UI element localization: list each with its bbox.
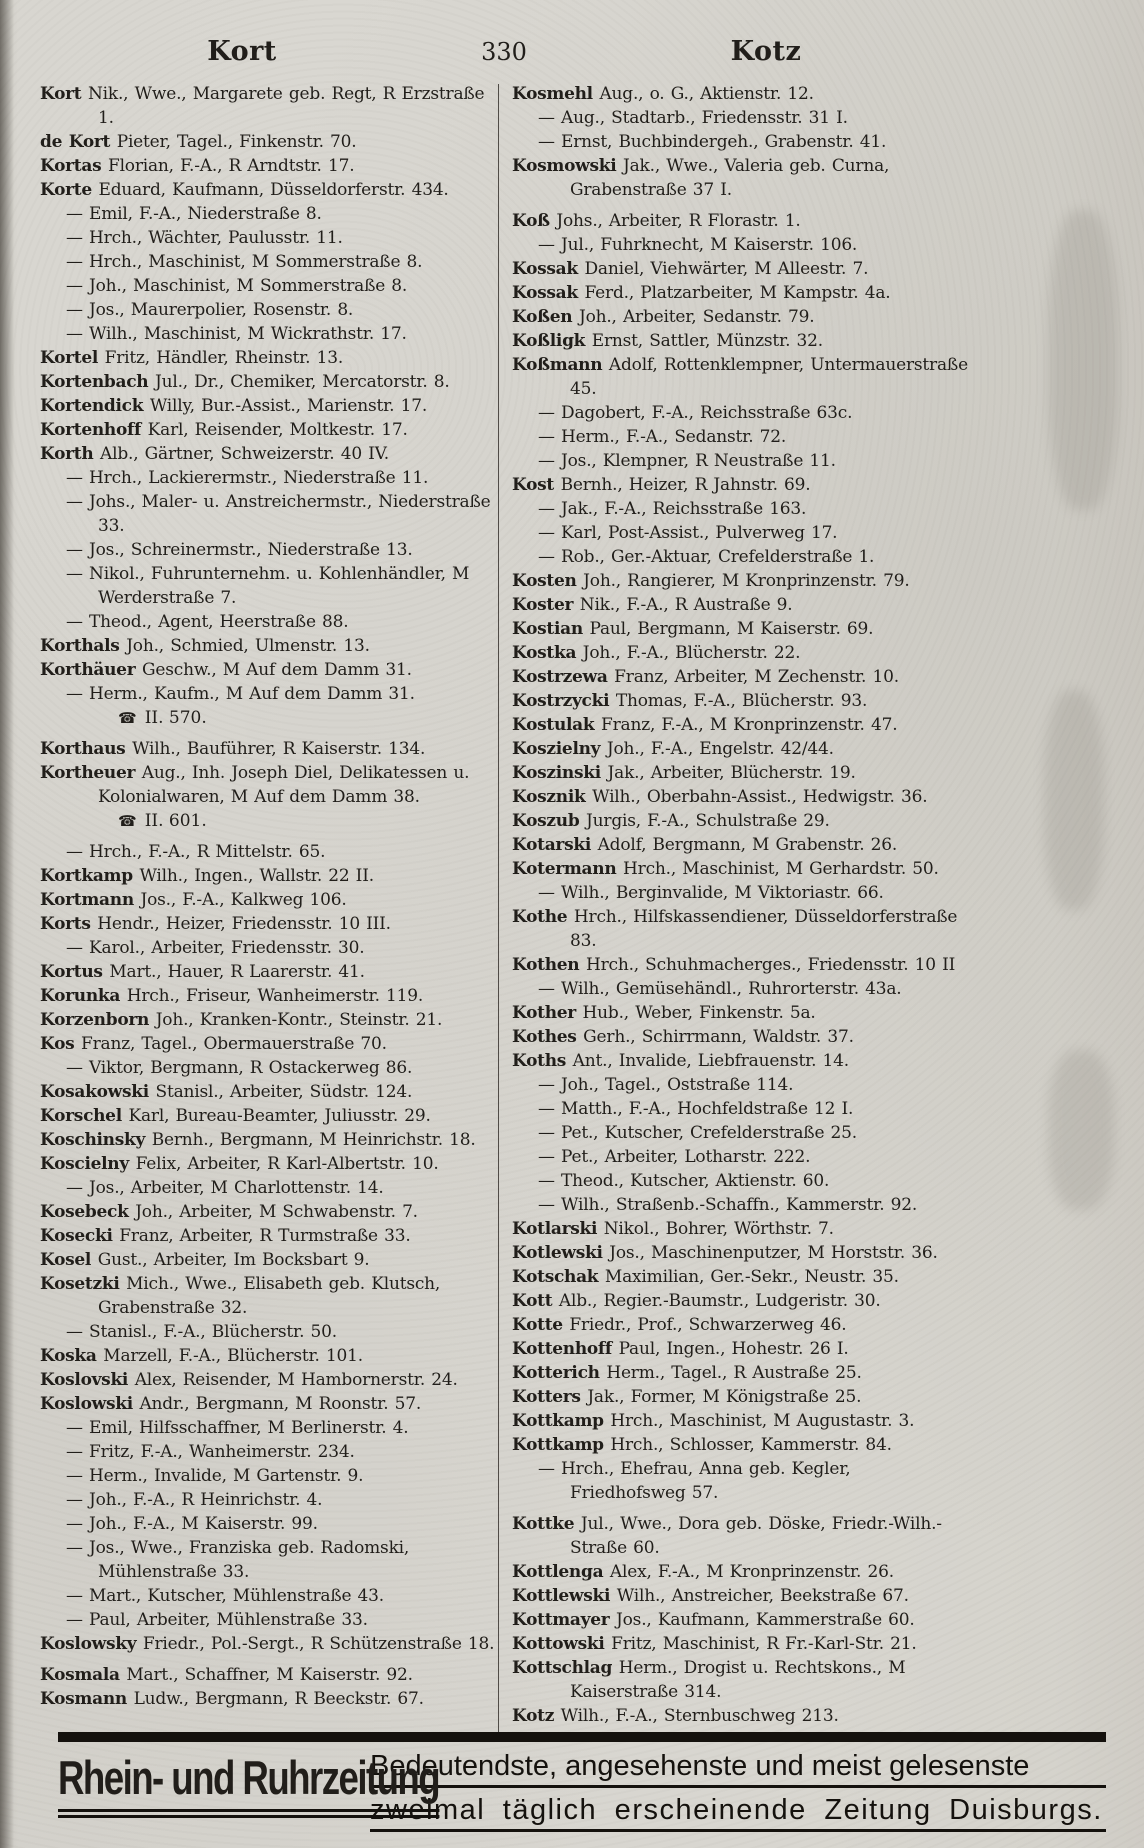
directory-entry: Kos Franz, Tagel., Obermauerstraße 70. xyxy=(40,1034,387,1054)
directory-entry: de Kort Pieter, Tagel., Finkenstr. 70. xyxy=(40,132,357,152)
entry-surname: Kottschlag xyxy=(512,1658,619,1678)
directory-entry: — Johs., Maler- u. Anstreichermstr., Niederstraße 33. xyxy=(66,492,491,536)
telephone-number-line: ☎ II. 570. xyxy=(118,708,207,728)
directory-entry: — Viktor, Bergmann, R Ostackerweg 86. xyxy=(66,1058,413,1078)
ad-slogan xyxy=(370,1750,1106,1838)
directory-entry: Kott Alb., Regier.-Baumstr., Ludgeristr. 30. xyxy=(512,1291,881,1311)
directory-entry: — Mart., Kutscher, Mühlenstraße 43. xyxy=(66,1586,384,1606)
directory-entry: Kosel Gust., Arbeiter, Im Bocksbart 9. xyxy=(40,1250,370,1270)
directory-entry: Kottke Jul., Wwe., Dora geb. Döske, Friedr.-Wilh.-Straße 60. xyxy=(512,1514,942,1558)
directory-entry: Kossak Ferd., Platzarbeiter, M Kampstr. 4a. xyxy=(512,283,891,303)
entry-surname: Kortel xyxy=(40,348,105,368)
directory-entry: Koßmann Adolf, Rottenklempner, Untermauerstraße 45. xyxy=(512,355,968,399)
directory-entry: — Theod., Kutscher, Aktienstr. 60. xyxy=(538,1171,830,1191)
directory-entry: Kostrzycki Thomas, F.-A., Blücherstr. 93. xyxy=(512,691,868,711)
directory-entry: Korts Hendr., Heizer, Friedensstr. 10 III. xyxy=(40,914,391,934)
directory-entry: Korschel Karl, Bureau-Beamter, Juliusstr. 29. xyxy=(40,1106,431,1126)
entry-surname: Kostka xyxy=(512,643,583,663)
directory-entry: Korthals Joh., Schmied, Ulmenstr. 13. xyxy=(40,636,370,656)
entry-surname: Kottkamp xyxy=(512,1435,611,1455)
directory-entry: Kotlewski Jos., Maschinenputzer, M Horststr. 36. xyxy=(512,1243,938,1263)
ad-slogan-line2: zweimal täglich erscheinende Zeitung Duisburgs. xyxy=(370,1794,1106,1832)
directory-entry: Korunka Hrch., Friseur, Wanheimerstr. 119. xyxy=(40,986,424,1006)
entry-surname: Koschinsky xyxy=(40,1130,152,1150)
directory-entry: — Wilh., Straßenb.-Schaffn., Kammerstr. 92. xyxy=(538,1195,918,1215)
directory-entry: Kothes Gerh., Schirrmann, Waldstr. 37. xyxy=(512,1027,854,1047)
directory-column-left xyxy=(40,82,496,1736)
directory-entry: — Joh., Maschinist, M Sommerstraße 8. xyxy=(66,276,408,296)
entry-surname: Kother xyxy=(512,1003,583,1023)
entry-surname: Kostrzycki xyxy=(512,691,616,711)
entry-surname: Kosmowski xyxy=(512,156,623,176)
directory-entry: Korthaus Wilh., Bauführer, R Kaiserstr. 134. xyxy=(40,739,426,759)
entry-surname: Koszinski xyxy=(512,763,608,783)
directory-entry: — Joh., F.-A., R Heinrichstr. 4. xyxy=(66,1490,323,1510)
directory-entry: Kothe Hrch., Hilfskassendiener, Düsseldorferstraße 83. xyxy=(512,907,958,951)
entry-surname: Korthals xyxy=(40,636,127,656)
directory-entry: Koszielny Joh., F.-A., Engelstr. 42/44. xyxy=(512,739,834,759)
entry-surname: Koslowsky xyxy=(40,1634,143,1654)
entry-surname: Korth xyxy=(40,444,101,464)
entry-surname: Kottenhoff xyxy=(512,1339,619,1359)
entry-surname: Kort xyxy=(40,84,88,104)
directory-entry: Koslovski Alex, Reisender, M Hambornerstr. 24. xyxy=(40,1370,458,1390)
directory-entry: Korth Alb., Gärtner, Schweizerstr. 40 IV. xyxy=(40,444,389,464)
directory-entry: — Joh., F.-A., M Kaiserstr. 99. xyxy=(66,1514,318,1534)
directory-entry: Kortheuer Aug., Inh. Joseph Diel, Delikatessen u. Kolonialwaren, M Auf dem Damm 38. xyxy=(40,763,470,807)
directory-entry: Kosetzki Mich., Wwe., Elisabeth geb. Klutsch, Grabenstraße 32. xyxy=(40,1274,441,1318)
directory-entry: — Hrch., F.-A., R Mittelstr. 65. xyxy=(66,842,326,862)
page-bleedthrough xyxy=(1044,690,1104,910)
directory-entry: — Jos., Schreinermstr., Niederstraße 13. xyxy=(66,540,413,560)
scan-edge-shadow xyxy=(0,0,14,1848)
directory-entry: Kottlewski Wilh., Anstreicher, Beekstraße 67. xyxy=(512,1586,909,1606)
entry-surname: Kostian xyxy=(512,619,590,639)
entry-surname: Kotz xyxy=(512,1706,561,1726)
page-bleedthrough xyxy=(1048,210,1118,510)
entry-surname: Korte xyxy=(40,180,99,200)
directory-entry: Kosmann Ludw., Bergmann, R Beeckstr. 67. xyxy=(40,1689,424,1709)
entry-surname: Kosetzki xyxy=(40,1274,127,1294)
entry-surname: Kosmann xyxy=(40,1689,134,1709)
entry-surname: Kortendick xyxy=(40,396,150,416)
entry-surname: Koßmann xyxy=(512,355,609,375)
directory-entry: Koszub Jurgis, F.-A., Schulstraße 29. xyxy=(512,811,830,831)
directory-entry: Kotz Wilh., F.-A., Sternbuschweg 213. xyxy=(512,1706,839,1726)
entry-surname: Kossak xyxy=(512,283,585,303)
directory-entry: Kotterich Herm., Tagel., R Austraße 25. xyxy=(512,1363,862,1383)
entry-surname: Koßligk xyxy=(512,331,592,351)
entry-surname: Koscielny xyxy=(40,1154,136,1174)
directory-entry: — Theod., Agent, Heerstraße 88. xyxy=(66,612,349,632)
directory-entry: — Jos., Maurerpolier, Rosenstr. 8. xyxy=(66,300,354,320)
directory-entry: Kossak Daniel, Viehwärter, M Alleestr. 7. xyxy=(512,259,869,279)
directory-entry: — Hrch., Maschinist, M Sommerstraße 8. xyxy=(66,252,423,272)
directory-entry: Kotte Friedr., Prof., Schwarzerweg 46. xyxy=(512,1315,847,1335)
directory-entry: Kotlarski Nikol., Bohrer, Wörthstr. 7. xyxy=(512,1219,834,1239)
entry-surname: Kortheuer xyxy=(40,763,142,783)
directory-entry: — Jul., Fuhrknecht, M Kaiserstr. 106. xyxy=(538,235,858,255)
entry-surname: Kossak xyxy=(512,259,585,279)
directory-entry: — Wilh., Maschinist, M Wickrathstr. 17. xyxy=(66,324,407,344)
directory-entry: — Paul, Arbeiter, Mühlenstraße 33. xyxy=(66,1610,368,1630)
directory-entry: — Wilh., Berginvalide, M Viktoriastr. 66. xyxy=(538,883,884,903)
entry-surname: Kott xyxy=(512,1291,559,1311)
entry-surname: Kostulak xyxy=(512,715,601,735)
directory-entry: Kotarski Adolf, Bergmann, M Grabenstr. 26. xyxy=(512,835,898,855)
directory-entry: Kosakowski Stanisl., Arbeiter, Südstr. 124. xyxy=(40,1082,413,1102)
directory-entry: Korzenborn Joh., Kranken-Kontr., Steinstr. 21. xyxy=(40,1010,443,1030)
entry-surname: Kost xyxy=(512,475,561,495)
directory-entry: Kottenhoff Paul, Ingen., Hohestr. 26 I. xyxy=(512,1339,849,1359)
newspaper-brand-text: Rhein- und Ruhrzeitung xyxy=(58,1750,439,1818)
entry-surname: Kottkamp xyxy=(512,1411,611,1431)
directory-entry: — Pet., Arbeiter, Lotharstr. 222. xyxy=(538,1147,811,1167)
entry-surname: Kottlewski xyxy=(512,1586,617,1606)
directory-entry: Kothen Hrch., Schuhmacherges., Friedensstr. 10 II xyxy=(512,955,956,975)
directory-entry: — Karl, Post-Assist., Pulverweg 17. xyxy=(538,523,838,543)
directory-entry: — Emil, F.-A., Niederstraße 8. xyxy=(66,204,322,224)
directory-entry: Kortendick Willy, Bur.-Assist., Marienstr. 17. xyxy=(40,396,428,416)
directory-entry: Kother Hub., Weber, Finkenstr. 5a. xyxy=(512,1003,816,1023)
directory-entry: Koßligk Ernst, Sattler, Münzstr. 32. xyxy=(512,331,823,351)
directory-entry: Koszinski Jak., Arbeiter, Blücherstr. 19. xyxy=(512,763,856,783)
entry-surname: Koszub xyxy=(512,811,587,831)
entry-surname: Koslovski xyxy=(40,1370,135,1390)
directory-entry: — Matth., F.-A., Hochfeldstraße 12 I. xyxy=(538,1099,854,1119)
directory-entry: Kortkamp Wilh., Ingen., Wallstr. 22 II. xyxy=(40,866,374,886)
directory-entry: Kort Nik., Wwe., Margarete geb. Regt, R Erzstraße 1. xyxy=(40,84,485,128)
directory-entry: — Stanisl., F.-A., Blücherstr. 50. xyxy=(66,1322,337,1342)
directory-entry: — Nikol., Fuhrunternehm. u. Kohlenhändler, M Werderstraße 7. xyxy=(66,564,470,608)
entry-surname: Kosakowski xyxy=(40,1082,156,1102)
directory-entry: Koßen Joh., Arbeiter, Sedanstr. 79. xyxy=(512,307,815,327)
directory-entry: Kottschlag Herm., Drogist u. Rechtskons., M Kaiserstraße 314. xyxy=(512,1658,906,1702)
telephone-icon: ☎ xyxy=(118,709,137,727)
directory-entry: Kostka Joh., F.-A., Blücherstr. 22. xyxy=(512,643,801,663)
directory-entry: Koths Ant., Invalide, Liebfrauenstr. 14. xyxy=(512,1051,849,1071)
directory-entry: — Herm., Invalide, M Gartenstr. 9. xyxy=(66,1466,364,1486)
entry-surname: Kortus xyxy=(40,962,110,982)
entry-surname: Koslowski xyxy=(40,1394,140,1414)
entry-surname: Kosebeck xyxy=(40,1202,136,1222)
directory-entry: Koslowski Andr., Bergmann, M Roonstr. 57. xyxy=(40,1394,422,1414)
directory-entry: Kosecki Franz, Arbeiter, R Turmstraße 33. xyxy=(40,1226,411,1246)
directory-entry: Kortus Mart., Hauer, R Laarerstr. 41. xyxy=(40,962,365,982)
footer-rule-bar xyxy=(58,1732,1106,1742)
directory-entry: — Emil, Hilfsschaffner, M Berlinerstr. 4. xyxy=(66,1418,409,1438)
running-header xyxy=(40,36,968,67)
entry-surname: Kotte xyxy=(512,1315,570,1335)
directory-entry: Kottlenga Alex, F.-A., M Kronprinzenstr. 26. xyxy=(512,1562,894,1582)
directory-entry: — Jos., Arbeiter, M Charlottenstr. 14. xyxy=(66,1178,384,1198)
directory-entry: Korthäuer Geschw., M Auf dem Damm 31. xyxy=(40,660,412,680)
entry-surname: Kosmala xyxy=(40,1665,127,1685)
entry-surname: Kotlarski xyxy=(512,1219,604,1239)
header-keyword-left: Kort xyxy=(207,36,277,67)
entry-surname: Korzenborn xyxy=(40,1010,156,1030)
directory-entry: Koß Johs., Arbeiter, R Florastr. 1. xyxy=(512,211,801,231)
directory-entry: Kortel Fritz, Händler, Rheinstr. 13. xyxy=(40,348,344,368)
entry-surname: Koths xyxy=(512,1051,573,1071)
directory-entry: Kottowski Fritz, Maschinist, R Fr.-Karl-Str. 21. xyxy=(512,1634,917,1654)
entry-surname: de Kort xyxy=(40,132,117,152)
directory-entry: Koska Marzell, F.-A., Blücherstr. 101. xyxy=(40,1346,363,1366)
entry-surname: Korts xyxy=(40,914,98,934)
entry-surname: Kottlenga xyxy=(512,1562,610,1582)
entry-surname: Kosten xyxy=(512,571,584,591)
newspaper-brand xyxy=(58,1750,440,1818)
directory-entry: — Hrch., Lackierermstr., Niederstraße 11. xyxy=(66,468,429,488)
entry-surname: Korschel xyxy=(40,1106,129,1126)
directory-entry: — Jos., Wwe., Franziska geb. Radomski, Mühlenstraße 33. xyxy=(66,1538,410,1582)
directory-entry: Kosmala Mart., Schaffner, M Kaiserstr. 92. xyxy=(40,1665,413,1685)
entry-surname: Kortmann xyxy=(40,890,141,910)
directory-entry: — Dagobert, F.-A., Reichsstraße 63c. xyxy=(538,403,853,423)
entry-surname: Kottmayer xyxy=(512,1610,617,1630)
directory-entry: — Hrch., Ehefrau, Anna geb. Kegler, Friedhofsweg 57. xyxy=(538,1459,851,1503)
directory-entry: — Jos., Klempner, R Neustraße 11. xyxy=(538,451,836,471)
directory-entry: — Herm., Kaufm., M Auf dem Damm 31. xyxy=(66,684,415,704)
directory-entry: Kostrzewa Franz, Arbeiter, M Zechenstr. 10. xyxy=(512,667,899,687)
entry-surname: Kottowski xyxy=(512,1634,612,1654)
entry-surname: Kothes xyxy=(512,1027,584,1047)
header-keyword-right: Kotz xyxy=(730,36,802,67)
telephone-icon: ☎ xyxy=(118,812,137,830)
directory-entry: Korte Eduard, Kaufmann, Düsseldorferstr. 434. xyxy=(40,180,449,200)
directory-entry: — Fritz, F.-A., Wanheimerstr. 234. xyxy=(66,1442,355,1462)
entry-surname: Kotters xyxy=(512,1387,588,1407)
directory-entry: Kosmehl Aug., o. G., Aktienstr. 12. xyxy=(512,84,814,104)
directory-entry: — Joh., Tagel., Oststraße 114. xyxy=(538,1075,794,1095)
entry-surname: Koster xyxy=(512,595,580,615)
entry-surname: Kothe xyxy=(512,907,574,927)
directory-entry: Kottmayer Jos., Kaufmann, Kammerstraße 60. xyxy=(512,1610,915,1630)
entry-surname: Korunka xyxy=(40,986,127,1006)
directory-entry: Koster Nik., F.-A., R Austraße 9. xyxy=(512,595,793,615)
directory-entry: Kost Bernh., Heizer, R Jahnstr. 69. xyxy=(512,475,811,495)
entry-surname: Koska xyxy=(40,1346,104,1366)
footer-advertisement xyxy=(58,1732,1106,1838)
entry-surname: Korthäuer xyxy=(40,660,142,680)
entry-surname: Koszielny xyxy=(512,739,607,759)
entry-surname: Kotschak xyxy=(512,1267,605,1287)
directory-entry: Kosten Joh., Rangierer, M Kronprinzenstr. 79. xyxy=(512,571,910,591)
directory-entry: Koscielny Felix, Arbeiter, R Karl-Albertstr. 10. xyxy=(40,1154,439,1174)
entry-surname: Korthaus xyxy=(40,739,133,759)
directory-entry: Kotters Jak., Former, M Königstraße 25. xyxy=(512,1387,862,1407)
entry-surname: Koßen xyxy=(512,307,579,327)
page-bleedthrough xyxy=(1048,1050,1114,1210)
directory-entry: Kosmowski Jak., Wwe., Valeria geb. Curna, Grabenstraße 37 I. xyxy=(512,156,890,200)
directory-entry: Kortas Florian, F.-A., R Arndtstr. 17. xyxy=(40,156,355,176)
entry-surname: Kostrzewa xyxy=(512,667,615,687)
directory-entry: Koschinsky Bernh., Bergmann, M Heinrichstr. 18. xyxy=(40,1130,476,1150)
entry-surname: Kotlewski xyxy=(512,1243,610,1263)
directory-entry: Kotschak Maximilian, Ger.-Sekr., Neustr. 35. xyxy=(512,1267,899,1287)
directory-entry: — Pet., Kutscher, Crefelderstraße 25. xyxy=(538,1123,857,1143)
entry-surname: Kortenhoff xyxy=(40,420,148,440)
directory-entry: — Ernst, Buchbindergeh., Grabenstr. 41. xyxy=(538,132,887,152)
entry-surname: Kortkamp xyxy=(40,866,140,886)
directory-entry: — Wilh., Gemüsehändl., Ruhrorterstr. 43a. xyxy=(538,979,902,999)
entry-surname: Kotermann xyxy=(512,859,624,879)
directory-entry: Kottkamp Hrch., Schlosser, Kammerstr. 84. xyxy=(512,1435,892,1455)
directory-entry: Kosebeck Joh., Arbeiter, M Schwabenstr. 7. xyxy=(40,1202,418,1222)
entry-surname: Kottke xyxy=(512,1514,581,1534)
entry-surname: Kotterich xyxy=(512,1363,607,1383)
column-divider-rule xyxy=(498,84,499,1732)
entry-surname: Kosznik xyxy=(512,787,593,807)
page-number: 330 xyxy=(481,38,527,66)
directory-entry: Kosznik Wilh., Oberbahn-Assist., Hedwigstr. 36. xyxy=(512,787,928,807)
entry-surname: Kosecki xyxy=(40,1226,120,1246)
telephone-number-line: ☎ II. 601. xyxy=(118,811,207,831)
entry-surname: Kosel xyxy=(40,1250,98,1270)
directory-entry: — Karol., Arbeiter, Friedensstr. 30. xyxy=(66,938,365,958)
directory-column-right xyxy=(512,82,968,1736)
entry-surname: Kortenbach xyxy=(40,372,155,392)
entry-surname: Kothen xyxy=(512,955,586,975)
entry-surname: Koß xyxy=(512,211,557,231)
directory-entry: Kostulak Franz, F.-A., M Kronprinzenstr. 47. xyxy=(512,715,898,735)
entry-surname: Kortas xyxy=(40,156,108,176)
entry-surname: Kos xyxy=(40,1034,82,1054)
ad-slogan-line1: Bedeutendste, angesehenste und meist gelesenste xyxy=(370,1750,1106,1788)
directory-entry: — Rob., Ger.-Aktuar, Crefelderstraße 1. xyxy=(538,547,875,567)
directory-entry: Kortmann Jos., F.-A., Kalkweg 106. xyxy=(40,890,347,910)
directory-entry: Koslowsky Friedr., Pol.-Sergt., R Schützenstraße 18. xyxy=(40,1634,495,1654)
directory-entry: — Herm., F.-A., Sedanstr. 72. xyxy=(538,427,787,447)
entry-surname: Kosmehl xyxy=(512,84,600,104)
directory-entry: — Hrch., Wächter, Paulusstr. 11. xyxy=(66,228,343,248)
directory-entry: Kottkamp Hrch., Maschinist, M Augustastr. 3. xyxy=(512,1411,915,1431)
directory-entry: Kortenhoff Karl, Reisender, Moltkestr. 17. xyxy=(40,420,408,440)
directory-entry: Kotermann Hrch., Maschinist, M Gerhardstr. 50. xyxy=(512,859,939,879)
entry-surname: Kotarski xyxy=(512,835,598,855)
directory-entry: Kostian Paul, Bergmann, M Kaiserstr. 69. xyxy=(512,619,874,639)
directory-entry: — Jak., F.-A., Reichsstraße 163. xyxy=(538,499,807,519)
directory-entry: Kortenbach Jul., Dr., Chemiker, Mercatorstr. 8. xyxy=(40,372,450,392)
directory-entry: — Aug., Stadtarb., Friedensstr. 31 I. xyxy=(538,108,848,128)
